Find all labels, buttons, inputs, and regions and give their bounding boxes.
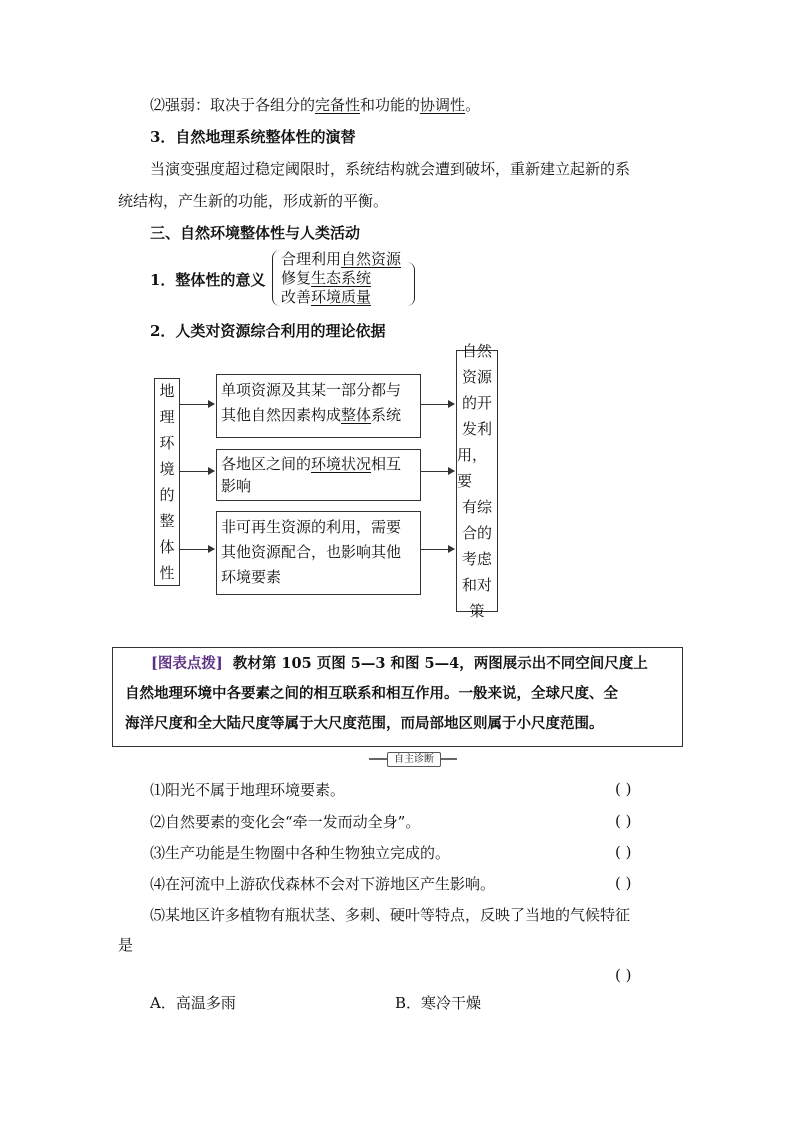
diagram-char: 合的 xyxy=(461,524,492,542)
diagram-char: 地 xyxy=(159,382,175,400)
heading-evolution: 3．自然地理系统整体性的演替 xyxy=(150,128,356,146)
answer-blank-3[interactable]: ( ) xyxy=(615,843,632,861)
text-segment: 修复 xyxy=(281,269,312,287)
arrow-to-box1 xyxy=(180,404,214,405)
note-tag: [图表点拨] xyxy=(151,655,223,672)
underlined-term: 生态系统 xyxy=(311,269,372,287)
diagram-char: 自然 xyxy=(461,342,492,360)
answer-blank-2[interactable]: ( ) xyxy=(615,812,632,830)
arrow-from-box2 xyxy=(420,471,454,472)
significance-label: 1．整体性的意义 xyxy=(150,271,266,289)
question-2: ⑵自然要素的变化会“牵一发而动全身”。 xyxy=(150,813,421,831)
question-1: ⑴阳光不属于地理环境要素。 xyxy=(150,781,346,799)
box-line: 单项资源及其某一部分都与 xyxy=(221,381,402,399)
paragraph-line-1: 当演变强度超过稳定阈限时，系统结构就会遭到破坏，重新建立起新的系 xyxy=(150,160,631,178)
significance-item-resources xyxy=(281,250,401,268)
diagram-right-box xyxy=(456,342,498,620)
banner-label: 自主诊断 xyxy=(387,752,441,767)
significance-item-environment xyxy=(281,288,371,306)
diagram-char: 有综 xyxy=(461,498,492,516)
left-brace xyxy=(272,250,281,306)
arrow-to-box3 xyxy=(180,549,214,550)
underlined-term: 自然资源 xyxy=(341,250,402,268)
diagram-box-1 xyxy=(216,374,421,438)
arrow-to-box2 xyxy=(180,471,214,472)
note-line-1 xyxy=(151,654,648,674)
text-segment: 相互 xyxy=(371,455,402,473)
underlined-term: 完备性 xyxy=(315,96,361,114)
diagram-char: 理 xyxy=(159,408,175,426)
diagram-char: 发利 xyxy=(461,420,492,438)
text-segment: 改善 xyxy=(281,288,312,306)
diagram-char: 的 xyxy=(159,486,175,504)
text-segment: 。 xyxy=(465,96,481,114)
diagram-char: 考虑 xyxy=(461,550,492,568)
diagram-char: 境 xyxy=(159,460,175,478)
arrow-from-box3 xyxy=(420,549,454,550)
box-line: 影响 xyxy=(221,477,252,495)
diagram-char: 性 xyxy=(159,564,175,582)
diagram-box-3 xyxy=(216,511,421,595)
text-segment: 系统 xyxy=(371,406,402,424)
option-b[interactable]: B．寒冷干燥 xyxy=(395,994,482,1012)
box-line xyxy=(221,453,416,475)
box-line: 环境要素 xyxy=(221,568,282,586)
answer-blank-4[interactable]: ( ) xyxy=(615,874,632,892)
text-segment: 和功能的 xyxy=(360,96,421,114)
diagram-char: 环 xyxy=(159,434,175,452)
note-line-3: 海洋尺度和全大陆尺度等属于大尺度范围，而局部地区则属于小尺度范围。 xyxy=(125,715,604,732)
diagram-char: 用，要 xyxy=(457,446,488,490)
self-diagnosis-banner xyxy=(369,752,457,766)
figure-tip-box xyxy=(112,647,683,747)
paragraph-line-2: 统结构，产生新的功能，形成新的平衡。 xyxy=(118,192,389,210)
heading-theory-basis: 2．人类对资源综合利用的理论依据 xyxy=(150,322,386,340)
banner-bar xyxy=(369,758,387,760)
text-segment: 各地区之间的 xyxy=(221,455,312,473)
text-segment: 合理利用 xyxy=(281,250,342,268)
box-line xyxy=(221,403,416,428)
underlined-term: 整体 xyxy=(341,406,372,424)
underlined-term: 环境状况 xyxy=(311,455,372,473)
diagram-char: 策 xyxy=(469,602,485,620)
answer-blank-5[interactable]: ( ) xyxy=(615,966,632,984)
diagram-char: 体 xyxy=(159,538,175,556)
question-5-line-1: ⑸某地区许多植物有瓶状茎、多刺、硬叶等特点，反映了当地的气候特征 xyxy=(150,906,631,924)
box-line: 其他资源配合，也影响其他 xyxy=(221,543,402,561)
text-segment: 教材第 105 页图 5—3 和图 5—4，两图展示出不同空间尺度上 xyxy=(232,655,648,672)
question-4: ⑷在河流中上游砍伐森林不会对下游地区产生影响。 xyxy=(150,875,496,893)
question-3: ⑶生产功能是生物圈中各种生物独立完成的。 xyxy=(150,844,451,862)
note-line-2: 自然地理环境中各要素之间的相互联系和相互作用。一般来说，全球尺度、全 xyxy=(125,685,618,702)
text-segment: 其他自然因素构成 xyxy=(221,406,342,424)
answer-blank-1[interactable]: ( ) xyxy=(615,780,632,798)
option-a[interactable]: A．高温多雨 xyxy=(150,994,236,1012)
text-line-strength xyxy=(150,95,480,115)
banner-bar xyxy=(439,758,457,760)
question-5-line-2: 是 xyxy=(118,936,134,954)
significance-item-ecosystem xyxy=(281,269,371,287)
text-segment: ⑵强弱：取决于各组分的 xyxy=(150,96,316,114)
diagram-char: 和对 xyxy=(461,576,492,594)
right-brace xyxy=(406,262,415,306)
underlined-term: 协调性 xyxy=(420,96,466,114)
section-heading-3: 三、自然环境整体性与人类活动 xyxy=(150,224,361,242)
box-line: 非可再生资源的利用，需要 xyxy=(221,518,402,536)
diagram-char: 资源 xyxy=(461,368,492,386)
underlined-term: 环境质量 xyxy=(311,288,372,306)
diagram-char: 整 xyxy=(159,512,175,530)
diagram-left-box xyxy=(154,378,180,586)
diagram-box-2 xyxy=(216,449,421,501)
diagram-char: 的开 xyxy=(461,394,492,412)
arrow-from-box1 xyxy=(420,404,454,405)
